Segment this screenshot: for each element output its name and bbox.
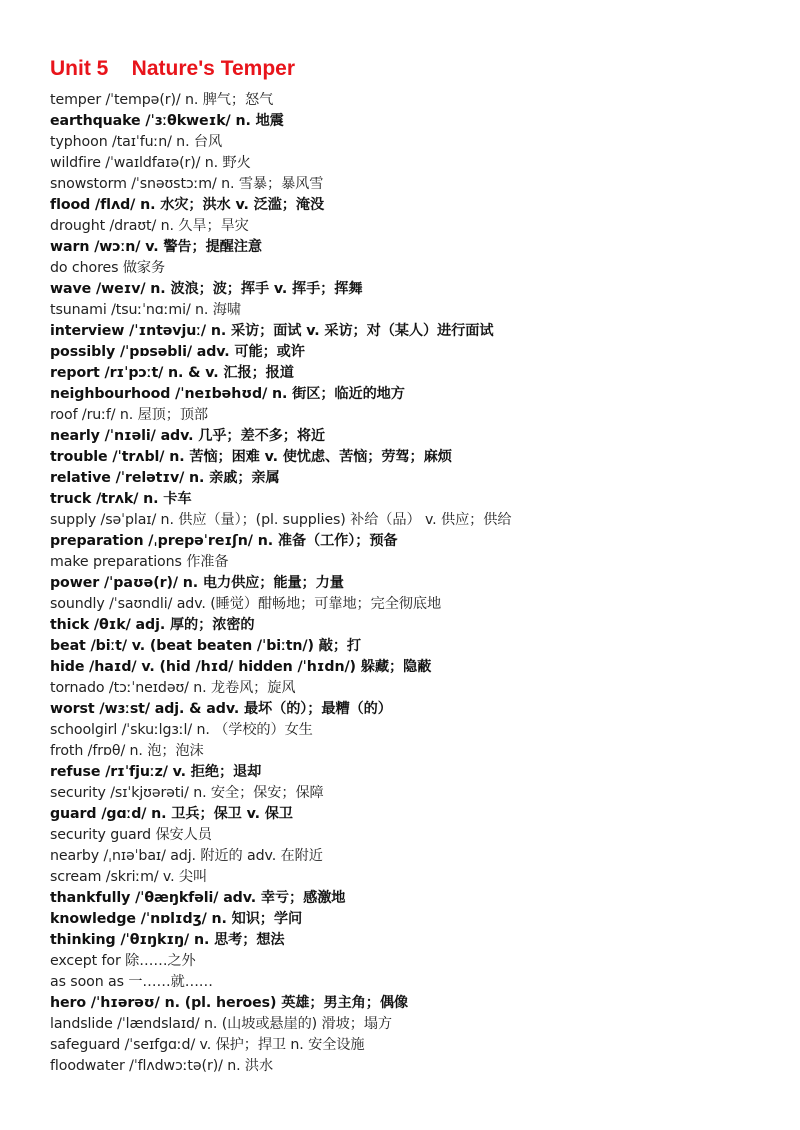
vocabulary-entry: worst /wɜːst/ adj. & adv. 最坏（的）；最糟（的） <box>50 701 392 717</box>
vocabulary-entry: guard /gɑːd/ n. 卫兵；保卫 v. 保卫 <box>50 806 293 822</box>
vocabulary-entry: trouble /ˈtrʌbl/ n. 苦恼；困难 v. 使忧虑、苦恼；劳驾；麻烦 <box>50 449 452 465</box>
vocabulary-entry: truck /trʌk/ n. 卡车 <box>50 491 192 507</box>
vocabulary-entry: typhoon /taɪˈfuːn/ n. 台风 <box>50 134 223 150</box>
vocabulary-entry: tsunami /tsuːˈnɑːmi/ n. 海啸 <box>50 302 241 318</box>
vocabulary-entry: refuse /rɪˈfjuːz/ v. 拒绝；退却 <box>50 764 262 780</box>
vocabulary-entry: snowstorm /ˈsnəʊstɔːm/ n. 雪暴；暴风雪 <box>50 176 324 192</box>
vocabulary-entry: wildfire /ˈwaɪldfaɪə(r)/ n. 野火 <box>50 155 251 171</box>
vocabulary-entry: drought /draʊt/ n. 久旱；旱灾 <box>50 218 249 234</box>
vocabulary-entry: preparation /ˌprepəˈreɪʃn/ n. 准备（工作）；预备 <box>50 533 398 549</box>
vocabulary-entry: knowledge /ˈnɒlɪdʒ/ n. 知识；学问 <box>50 911 303 927</box>
vocabulary-entry: report /rɪˈpɔːt/ n. & v. 汇报；报道 <box>50 365 294 381</box>
vocabulary-entry: scream /skriːm/ v. 尖叫 <box>50 869 208 885</box>
vocabulary-entry: security /sɪˈkjʊərəti/ n. 安全；保安；保障 <box>50 785 324 801</box>
vocabulary-entry: hide /haɪd/ v. (hid /hɪd/ hidden /ˈhɪdn/) 躲藏；隐蔽 <box>50 659 432 675</box>
vocabulary-entry: relative /ˈrelətɪv/ n. 亲戚；亲属 <box>50 470 280 486</box>
vocabulary-entry: tornado /tɔːˈneɪdəʊ/ n. 龙卷风；旋风 <box>50 680 296 696</box>
vocabulary-entry: power /ˈpaʊə(r)/ n. 电力供应；能量；力量 <box>50 575 344 591</box>
vocabulary-entry: warn /wɔːn/ v. 警告；提醒注意 <box>50 239 262 255</box>
vocabulary-page <box>50 54 770 1077</box>
vocabulary-entry: earthquake /ˈɜːθkweɪk/ n. 地震 <box>50 113 284 129</box>
vocabulary-entry: hero /ˈhɪərəʊ/ n. (pl. heroes) 英雄；男主角；偶像 <box>50 995 408 1011</box>
vocabulary-list <box>50 90 770 1077</box>
vocabulary-entry: floodwater /ˈflʌdwɔːtə(r)/ n. 洪水 <box>50 1058 274 1074</box>
vocabulary-entry: make preparations 作准备 <box>50 554 229 570</box>
vocabulary-entry: flood /flʌd/ n. 水灾；洪水 v. 泛滥；淹没 <box>50 197 325 213</box>
vocabulary-entry: security guard 保安人员 <box>50 827 212 843</box>
unit-title: Unit 5 Nature's Temper <box>50 57 295 80</box>
vocabulary-entry: landslide /ˈlændslaɪd/ n. (山坡或悬崖的) 滑坡；塌方 <box>50 1016 392 1032</box>
vocabulary-entry: supply /səˈplaɪ/ n. 供应（量）；(pl. supplies) 补给（品） v. 供应；供给 <box>50 512 512 528</box>
vocabulary-entry: as soon as 一……就…… <box>50 974 213 990</box>
vocabulary-entry: nearly /ˈnɪəli/ adv. 几乎；差不多；将近 <box>50 428 326 444</box>
vocabulary-entry: do chores 做家务 <box>50 260 166 276</box>
vocabulary-entry: beat /biːt/ v. (beat beaten /ˈbiːtn/) 敲；打 <box>50 638 362 654</box>
vocabulary-entry: roof /ruːf/ n. 屋顶；顶部 <box>50 407 209 423</box>
vocabulary-entry: temper /ˈtempə(r)/ n. 脾气；怒气 <box>50 92 274 108</box>
vocabulary-entry: possibly /ˈpɒsəbli/ adv. 可能；或许 <box>50 344 305 360</box>
vocabulary-entry: soundly /ˈsaʊndli/ adv. (睡觉）酣畅地；可靠地；完全彻底地 <box>50 596 442 612</box>
vocabulary-entry: safeguard /ˈseɪfgɑːd/ v. 保护；捍卫 n. 安全设施 <box>50 1037 365 1053</box>
vocabulary-entry: thick /θɪk/ adj. 厚的；浓密的 <box>50 617 255 633</box>
vocabulary-entry: interview /ˈɪntəvjuː/ n. 采访；面试 v. 采访；对（某人）进行面试 <box>50 323 494 339</box>
vocabulary-entry: schoolgirl /ˈskuːlgɜːl/ n. （学校的）女生 <box>50 722 313 738</box>
vocabulary-entry: neighbourhood /ˈneɪbəhʊd/ n. 街区；临近的地方 <box>50 386 405 402</box>
vocabulary-entry: except for 除……之外 <box>50 953 196 969</box>
vocabulary-entry: thinking /ˈθɪŋkɪŋ/ n. 思考；想法 <box>50 932 285 948</box>
vocabulary-entry: thankfully /ˈθæŋkfəli/ adv. 幸亏；感激地 <box>50 890 346 906</box>
vocabulary-entry: nearby /ˌnɪəˈbaɪ/ adj. 附近的 adv. 在附近 <box>50 848 323 864</box>
vocabulary-entry: froth /frɒθ/ n. 泡；泡沫 <box>50 743 204 759</box>
vocabulary-entry: wave /weɪv/ n. 波浪；波；挥手 v. 挥手；挥舞 <box>50 281 363 297</box>
